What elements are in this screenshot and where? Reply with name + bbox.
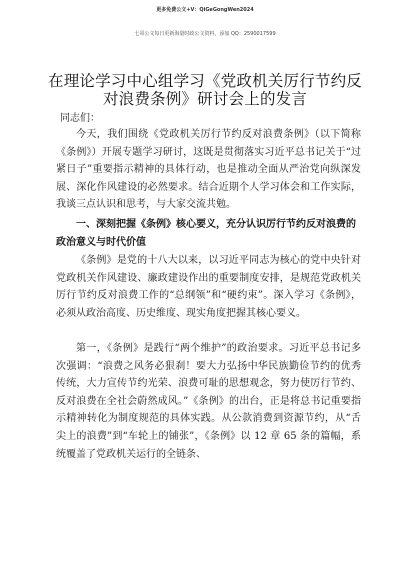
section-heading-1: 一、深刻把握《条例》核心要义，充分认识厉行节约反对浪费的政治意义与时代价值 <box>56 219 356 248</box>
promo-header: 更多免费公文+V：QiGeGongWen2024 <box>156 7 254 13</box>
paragraph-section-1: 《条例》是党的十八大以来，以习近平同志为核心的党中央针对党政机关作风建设、廉政建设作出的重要制度安排，是规范党政机关厉行节约反对浪费工作的“总纲领”和“硬约束”。深入学习《条例》，必须从政治高度、历史维度、现实角度把握其核心要义。 <box>56 255 361 319</box>
document-title: 在理论学习中心组学习《党政机关厉行节约反对浪费条例》研讨会上的发言 <box>48 72 363 108</box>
paragraph-intro: 今天，我们围绕《党政机关厉行节约反对浪费条例》（以下简称《条例》）开展专题学习研讨，这既是贯彻落实习近平总书记关于“过紧日子”重要指示精神的具体行动，也是推动全面从严治党向纵深发展、深化作风建设的必然要求。结合近期个人学习体会和工作实际，我谈三点认识和思考，与大家交流共勉。 <box>56 129 361 211</box>
salutation: 同志们： <box>60 113 100 124</box>
paragraph-first-point: 第一，《条例》是践行“两个维护”的政治要求。习近平总书记多次强调：“浪费之风务必狠刹！要大力弘扬中华民族勤俭节约的优秀传统，大力宣传节约光荣、浪费可耻的思想观念，努力使厉行节约、反对浪费在全社会蔚然成风。”《条例》的出台，正是将总书记重要指示精神转化为制度规范的具体实践。从公款消费到资源节约，从“舌尖上的浪费”到“车轮上的铺张”，《条例》以 12 章 65 条的篇幅，系统覆盖了党政机关运行的全链条、 <box>56 343 361 460</box>
promo-subheader: 七哥公文每日更新海量时政公文资料，添加 QQ：2590017599 <box>134 31 276 37</box>
